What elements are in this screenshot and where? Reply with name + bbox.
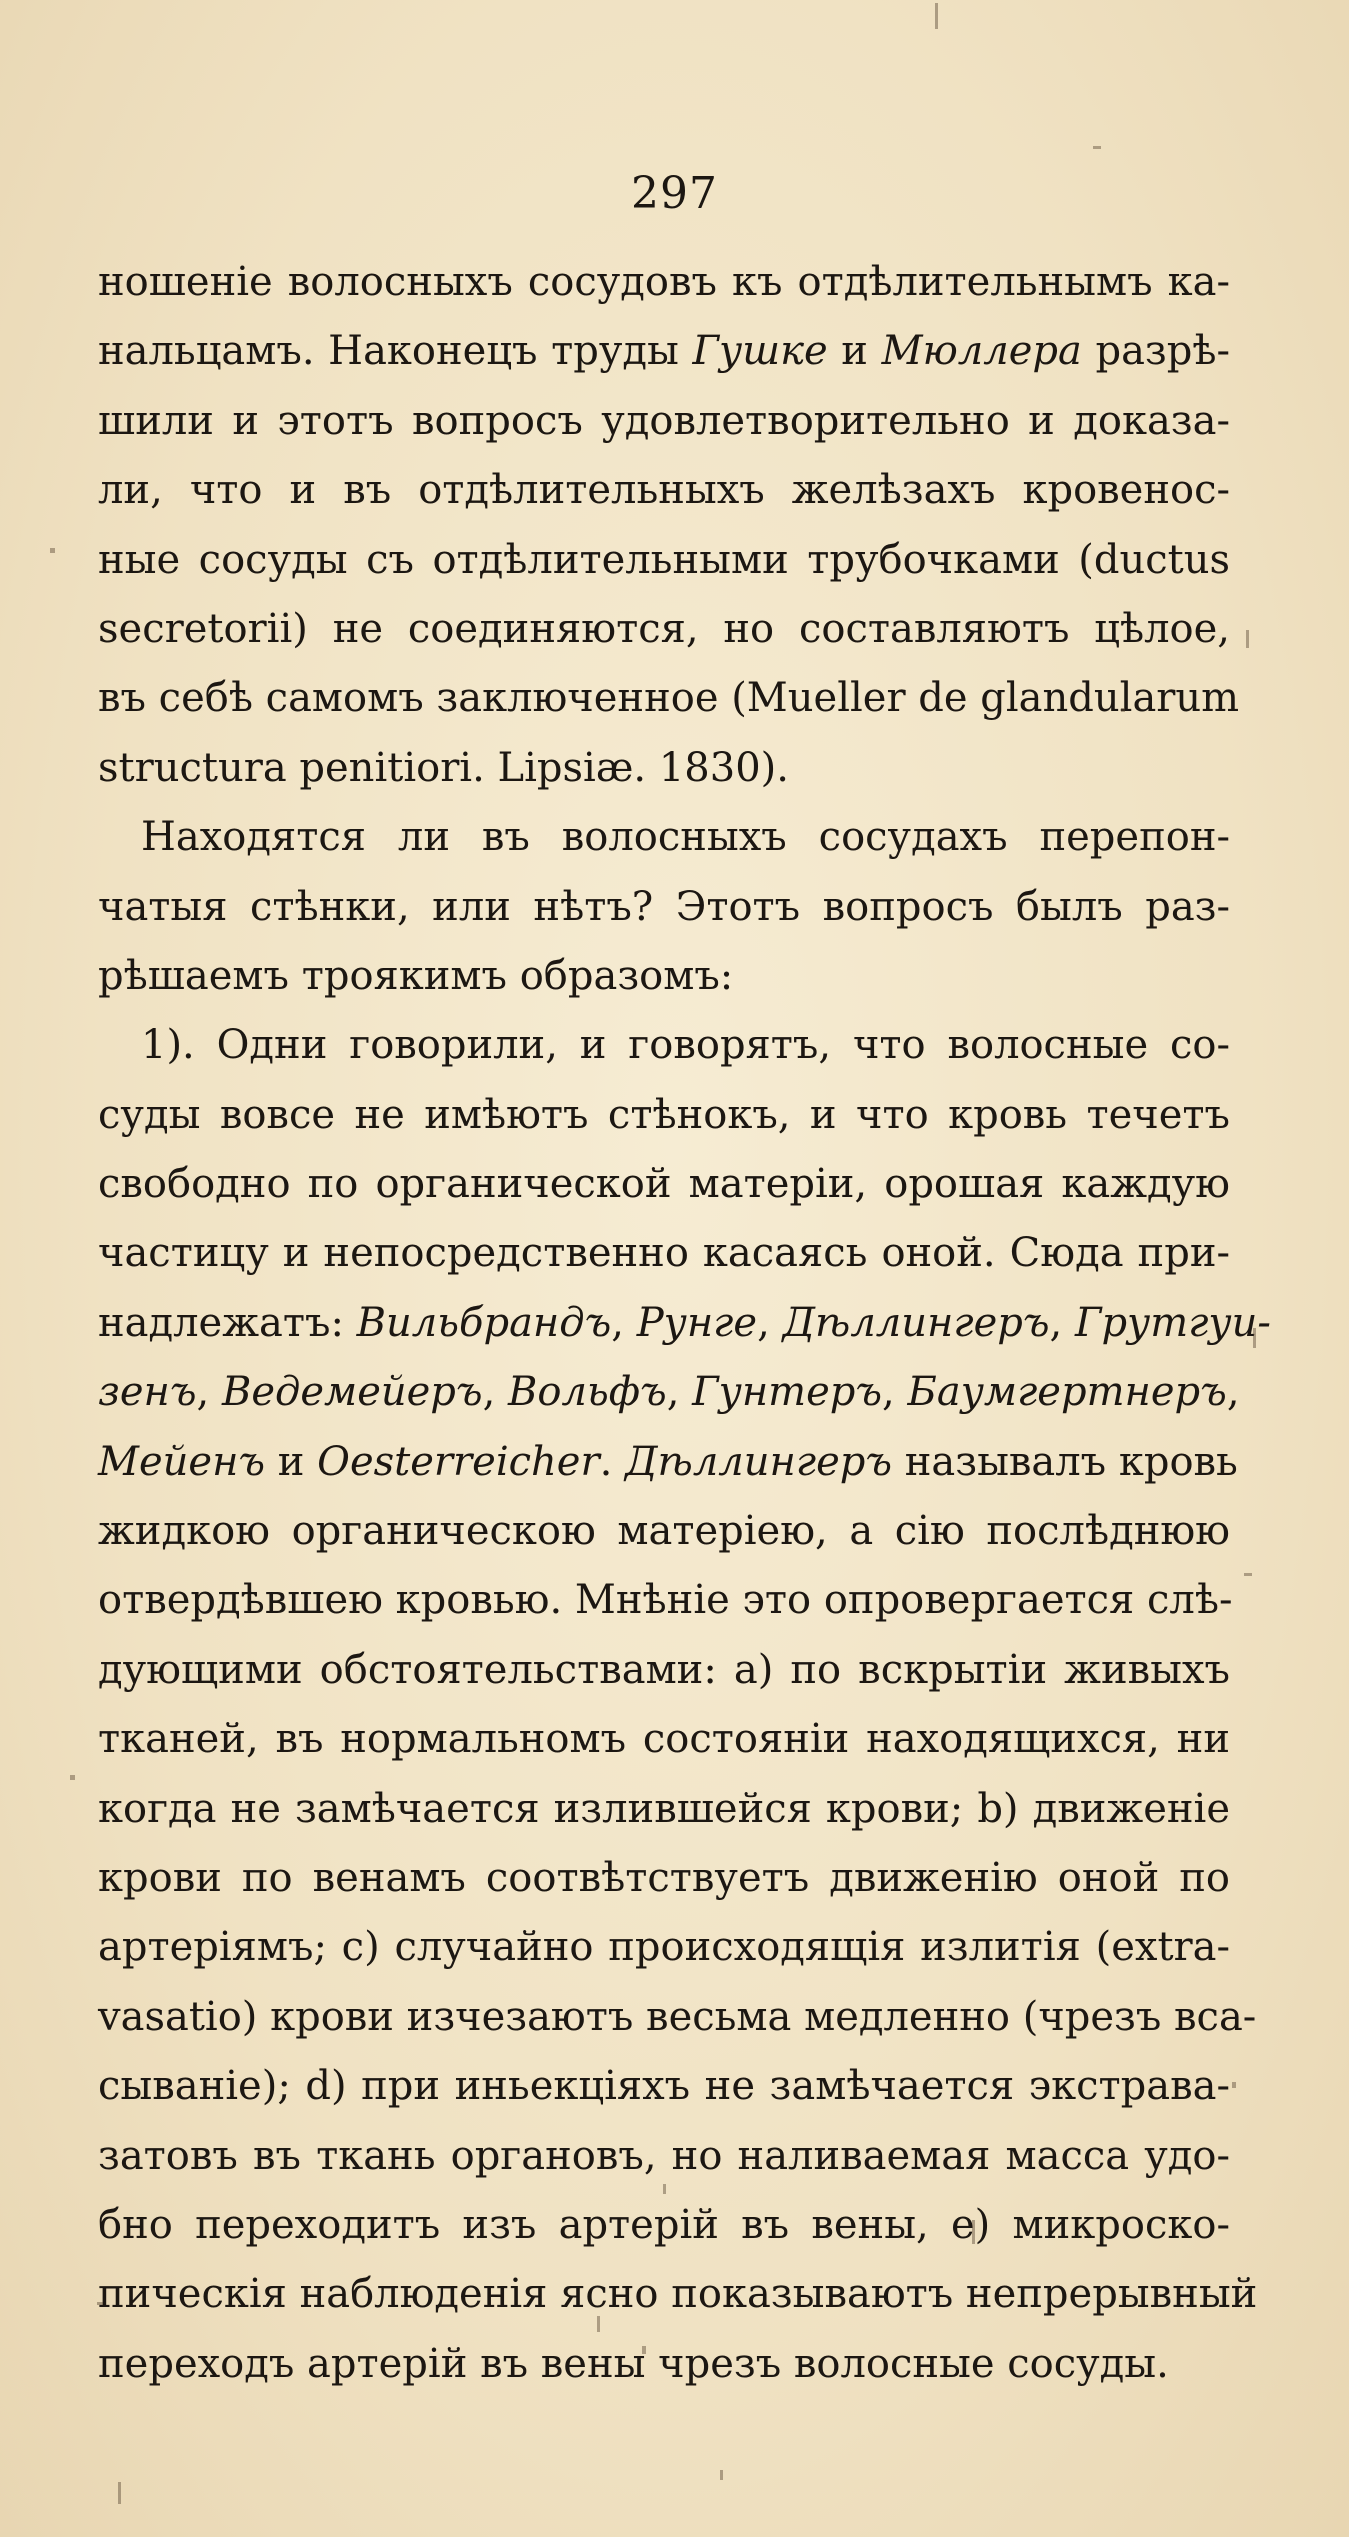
text-run: ношеніе волосныхъ сосудовъ къ отдѣлительнымъ ка- — [98, 259, 1230, 305]
text-run: и — [265, 1438, 318, 1485]
text-line — [98, 526, 1230, 595]
text-run: крови по венамъ соотвѣтствуетъ движенію оной по — [98, 1854, 1230, 1901]
text-line — [98, 1844, 1230, 1913]
scan-speck — [97, 2302, 103, 2305]
text-run: жидкою органическою матеріею, а сію послѣднюю — [98, 1508, 1230, 1555]
text-line — [98, 873, 1230, 942]
text-run: затовъ въ ткань органовъ, но наливаемая масса удо- — [98, 2132, 1230, 2179]
italic-name: Гунтеръ — [692, 1369, 883, 1416]
text-run: , — [757, 1299, 783, 1346]
text-run: ные сосуды съ отдѣлительными трубочками (ductus — [98, 536, 1230, 583]
text-line — [98, 387, 1230, 456]
scan-speck — [1244, 1573, 1252, 1576]
italic-name: Рунге — [636, 1299, 758, 1346]
text-line — [98, 1705, 1230, 1774]
text-line — [98, 1983, 1257, 2052]
italic-name: Мейенъ — [98, 1438, 266, 1485]
text-line — [98, 1358, 1240, 1427]
text-line — [98, 1081, 1230, 1150]
italic-name: Баумгертнеръ — [907, 1369, 1227, 1416]
scan-speck — [935, 3, 938, 29]
italic-name: Oesterreicher — [317, 1438, 600, 1485]
italic-name: Дѣллингеръ — [625, 1438, 893, 1485]
text-line — [98, 664, 1240, 733]
text-run: пическія наблюденія ясно показываютъ непрерывный — [98, 2271, 1258, 2318]
text-run: нальцамъ. Наконецъ труды — [98, 328, 693, 375]
text-run: ли, что и въ отдѣлительныхъ желѣзахъ кровенос- — [98, 467, 1230, 514]
text-run: 1). Одни говорили, и говорятъ, что волосные со- — [141, 1022, 1230, 1069]
scan-speck — [1232, 2082, 1236, 2088]
scan-speck — [118, 2482, 121, 2504]
text-line — [98, 2122, 1230, 2191]
text-line — [98, 317, 1230, 386]
italic-name: Вильбрандъ — [356, 1299, 612, 1346]
text-line — [98, 1428, 1238, 1497]
scan-speck — [972, 2220, 975, 2244]
text-run: , — [482, 1369, 508, 1416]
scan-speck — [1093, 146, 1101, 149]
text-run: чатыя стѣнки, или нѣтъ? Этотъ вопросъ былъ раз- — [98, 883, 1230, 930]
text-line — [98, 2330, 1230, 2399]
text-run: secretorii) не соединяются, но составляютъ цѣлое, — [98, 605, 1230, 652]
text-run: бно переходитъ изъ артерій въ вены, e) микроско- — [98, 2201, 1230, 2248]
scan-speck — [70, 1775, 75, 1780]
italic-name: зенъ — [98, 1369, 197, 1416]
text-line — [98, 456, 1230, 525]
text-run: шили и этотъ вопросъ удовлетворительно и доказа- — [98, 397, 1230, 444]
text-run: когда не замѣчается излившейся крови; b) движеніе — [98, 1785, 1230, 1832]
text-run: , — [1049, 1299, 1075, 1346]
text-run: . — [599, 1438, 626, 1485]
italic-name: Ведемейеръ — [221, 1369, 483, 1416]
text-run: тканей, въ нормальномъ состояніи находящихся, ни — [98, 1716, 1230, 1763]
text-run: называлъ кровь — [892, 1438, 1238, 1485]
page-number: 297 — [631, 168, 718, 219]
text-line — [98, 595, 1230, 664]
text-run: надлежатъ: — [98, 1299, 357, 1346]
text-line — [98, 803, 1230, 872]
text-run: , — [882, 1369, 908, 1416]
scan-speck — [50, 548, 55, 553]
scan-speck — [720, 2470, 723, 2480]
text-run: частицу и непосредственно касаясь оной. Сюда при- — [98, 1230, 1230, 1277]
text-run: Находятся ли въ волосныхъ сосудахъ перепон- — [141, 814, 1230, 861]
text-line — [98, 1011, 1230, 1080]
text-run: артеріямъ; c) случайно происходящія излитія (extra- — [98, 1924, 1230, 1971]
text-run: , — [1226, 1369, 1240, 1416]
body-text — [98, 248, 1271, 2399]
text-run: сываніе); d) при иньекціяхъ не замѣчается экстрава- — [98, 2063, 1230, 2110]
text-run: свободно по органической матеріи, орошая каждую — [98, 1161, 1230, 1208]
text-line — [98, 1775, 1230, 1844]
scan-speck — [642, 2346, 646, 2354]
italic-name: Мюллера — [881, 328, 1082, 375]
text-run: суды вовсе не имѣютъ стѣнокъ, и что кровь течетъ — [98, 1091, 1230, 1138]
text-run: переходъ артерій въ вены чрезъ волосные сосуды. — [98, 2340, 1169, 2387]
scan-speck — [597, 2316, 600, 2332]
text-run: дующими обстоятельствами: a) по вскрытіи живыхъ — [98, 1646, 1230, 1693]
text-run: разрѣ- — [1081, 328, 1230, 375]
italic-name: Вольфъ — [508, 1369, 667, 1416]
text-run: structura penitiori. Lipsiæ. 1830). — [98, 744, 789, 791]
text-run: рѣшаемъ троякимъ образомъ: — [98, 952, 734, 999]
text-line — [98, 734, 1230, 803]
text-line — [98, 1566, 1233, 1635]
text-run: отвердѣвшею кровью. Мнѣніе это опровергается слѣ- — [98, 1577, 1233, 1624]
text-run: и — [827, 328, 882, 375]
text-run: vasatio) крови изчезаютъ весьма медленно (чрезъ вса- — [98, 1993, 1257, 2040]
text-run: , — [196, 1369, 222, 1416]
scan-speck — [663, 2184, 666, 2194]
text-line — [98, 942, 1230, 1011]
text-line — [98, 2052, 1230, 2121]
text-line — [98, 1289, 1271, 1358]
text-line — [98, 1913, 1230, 1982]
text-run: въ себѣ самомъ заключенное (Mueller de glandularum — [98, 675, 1240, 722]
text-run: , — [611, 1299, 637, 1346]
italic-name: Гушке — [692, 328, 828, 375]
italic-name: Дѣллингеръ — [782, 1299, 1050, 1346]
text-line — [98, 1150, 1230, 1219]
scan-speck — [1246, 630, 1249, 648]
text-line — [98, 248, 1230, 317]
text-line — [98, 1497, 1230, 1566]
text-line — [98, 1219, 1230, 1288]
scan-speck — [1253, 1328, 1256, 1348]
text-line — [98, 1636, 1230, 1705]
italic-name: Грутгуи- — [1074, 1299, 1271, 1346]
text-run: , — [666, 1369, 693, 1416]
text-line — [98, 2260, 1258, 2329]
scan-speck — [1121, 708, 1125, 712]
text-line — [98, 2191, 1230, 2260]
